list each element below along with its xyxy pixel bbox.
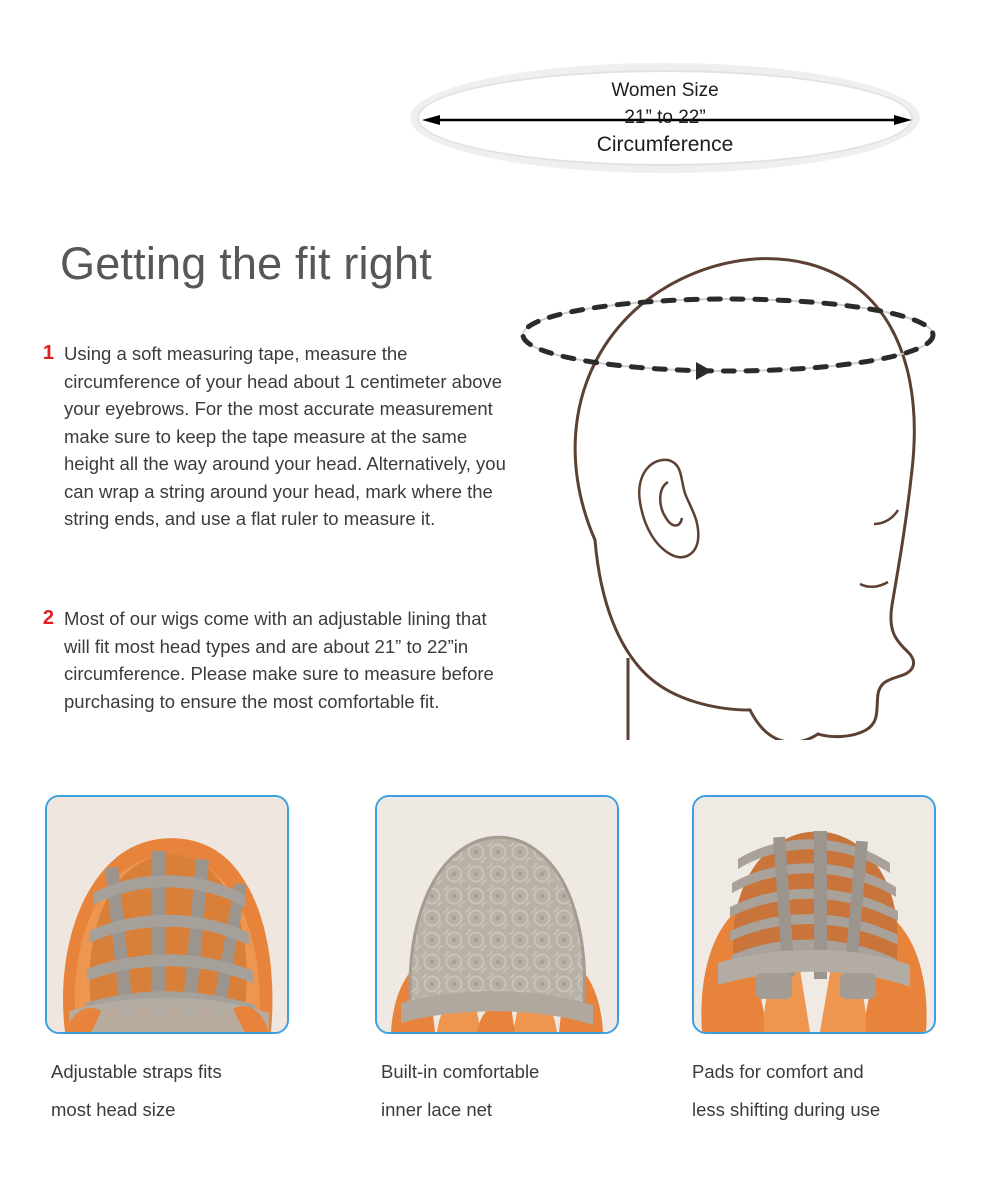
instruction-step-1	[30, 340, 510, 533]
head-measurement-diagram	[500, 210, 970, 740]
band-label-range: 21” to 22”	[624, 107, 706, 128]
tape-direction-arrow-icon	[696, 362, 712, 380]
instruction-step-2	[30, 605, 510, 715]
feature-card-3-caption-line1: Pads for comfort and	[692, 1061, 864, 1082]
feature-card-3-caption-line2: less shifting during use	[692, 1099, 881, 1120]
feature-card-1	[45, 795, 285, 1129]
feature-card-1-caption-line2: most head size	[51, 1099, 176, 1120]
feature-card-1-caption	[45, 1053, 285, 1129]
feature-card-2	[375, 795, 615, 1129]
step-2-number: 2	[42, 607, 54, 629]
feature-card-3-caption	[692, 1053, 932, 1129]
wig-cap-inner-lace-net-image	[375, 795, 619, 1034]
step-1-number: 1	[42, 342, 54, 364]
page-title: Getting the fit right	[60, 238, 432, 289]
band-label-size: Women Size	[611, 80, 719, 101]
wig-cap-comfort-pads-image	[692, 795, 936, 1034]
tape-ellipse-dashed	[523, 299, 933, 371]
step-2-text: Most of our wigs come with an adjustable lining that will fit most head types and are about 21” to 22”in circumference. Please make sure to measure before purchasing to ensure the most comfortable fit.	[64, 608, 494, 712]
measuring-band-illustration	[400, 55, 930, 180]
feature-card-2-caption-line1: Built-in comfortable	[381, 1061, 540, 1082]
feature-cards	[0, 795, 1000, 1155]
step-1-text: Using a soft measuring tape, measure the circumference of your head about 1 centimeter above your eyebrows. For the most accurate measurement make sure to keep the tape measure at the same height all the way around your head. Alternatively, you can wrap a string around your head, mark where the string ends, and use a flat ruler to measure it.	[64, 343, 506, 529]
feature-card-2-caption	[375, 1053, 615, 1129]
band-label-circumference: Circumference	[596, 133, 734, 156]
feature-card-2-caption-line2: inner lace net	[381, 1099, 493, 1120]
feature-card-1-caption-line1: Adjustable straps fits	[51, 1061, 222, 1082]
wig-cap-adjustable-straps-image	[45, 795, 289, 1034]
feature-card-3	[692, 795, 932, 1129]
